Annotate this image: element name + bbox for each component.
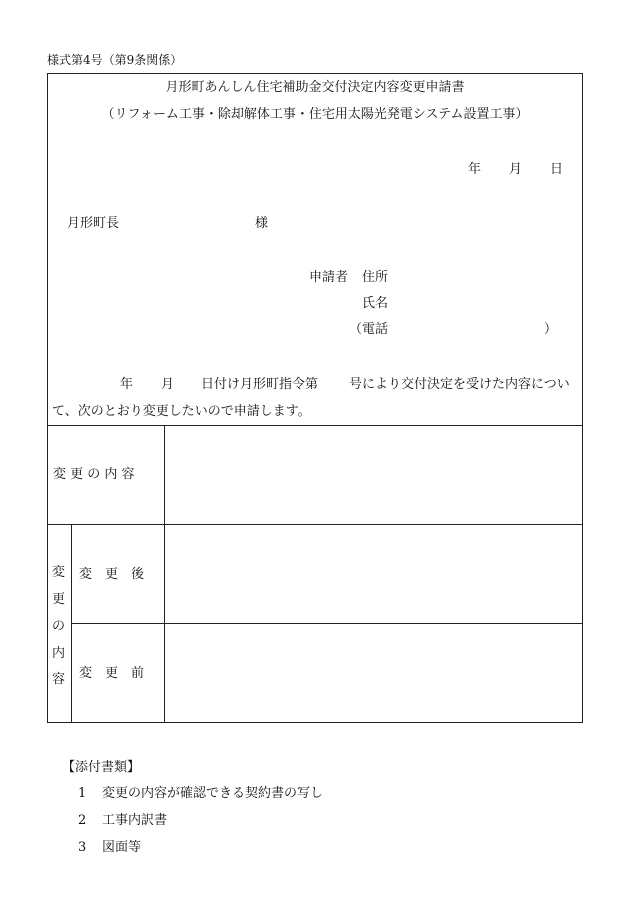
- attachment-text: 変更の内容が確認できる契約書の写し: [102, 786, 324, 801]
- after-change-field[interactable]: [165, 525, 582, 623]
- attachment-number: 2: [78, 813, 87, 828]
- vertical-label-char: 変: [52, 565, 66, 580]
- name-label: 氏名: [362, 296, 389, 311]
- form-subtitle: （リフォーム工事・除却解体工事・住宅用太陽光発電システム設置工事）: [101, 107, 529, 122]
- attachment-text: 図面等: [102, 840, 142, 855]
- addressee-name: 月形町長: [67, 216, 120, 231]
- body-month-label: 月: [161, 377, 175, 392]
- form-number: 様式第4号（第9条関係）: [47, 53, 183, 67]
- after-change-label: 変 更 後: [79, 567, 145, 582]
- body-directive-text: 日付け月形町指令第: [201, 377, 319, 392]
- attachment-number: 3: [78, 840, 87, 855]
- body-year-label: 年: [120, 377, 134, 392]
- change-content-field[interactable]: [165, 426, 582, 524]
- applicant-label: 申請者: [309, 270, 349, 285]
- vertical-label-char: 容: [52, 672, 66, 687]
- date-month-label: 月: [509, 162, 523, 177]
- phone-label: （電話: [349, 322, 389, 337]
- address-label: 住所: [362, 270, 389, 285]
- change-content-label: 変 更 の 内 容: [53, 467, 135, 482]
- vertical-label-char: の: [52, 619, 66, 634]
- vertical-label-char: 更: [52, 592, 66, 607]
- phone-close-paren: ）: [544, 322, 558, 337]
- vertical-label-char: 内: [52, 646, 66, 661]
- date-year-label: 年: [468, 162, 482, 177]
- body-line2: て、次のとおり変更したいので申請します。: [52, 404, 311, 419]
- attachment-number: 1: [78, 786, 87, 801]
- vertical-label-column-border: [71, 524, 72, 723]
- addressee-honorific: 様: [255, 216, 269, 231]
- form-title: 月形町あんしん住宅補助金交付決定内容変更申請書: [165, 80, 465, 95]
- attachment-text: 工事内訳書: [102, 813, 168, 828]
- before-change-label: 変 更 前: [79, 666, 145, 681]
- date-day-label: 日: [550, 162, 564, 177]
- body-line1-end: 号により交付決定を受けた内容につい: [349, 377, 570, 392]
- before-change-field[interactable]: [165, 624, 582, 722]
- attachments-heading: 【添付書類】: [62, 760, 141, 775]
